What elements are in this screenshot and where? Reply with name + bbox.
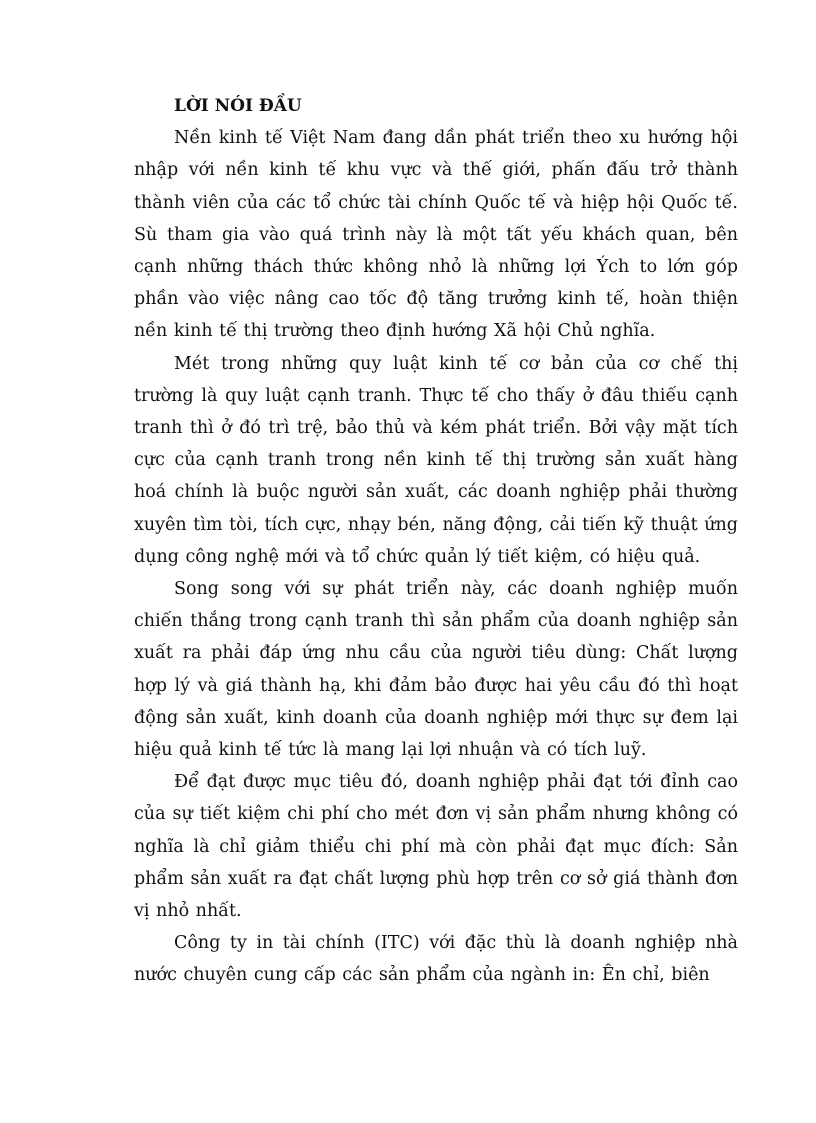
document-heading: LỜI NÓI ĐẦU [174,96,302,116]
paragraph-1: Nền kinh tế Việt Nam đang dần phát triển theo xu hướng hội nhập với nền kinh tế khu vực và thế giới, phấn đấu trở thành thành viên của các tổ chức tài chính Quốc tế và hiệp hội Quốc tế. Sù tham gia vào quá trình này là một tất yếu khách quan, bên cạnh những thách thức không nhỏ là những lợi Ých to lớn góp phần vào việc nâng cao tốc độ tăng trưởng kinh tế, hoàn thiện nền kinh tế thị trường theo định hướng Xã hội Chủ nghĩa. [134,128,738,342]
document-body [134,90,738,992]
paragraph-4: Để đạt được mục tiêu đó, doanh nghiệp phải đạt tới đỉnh cao của sự tiết kiệm chi phí cho mét đơn vị sản phẩm nhưng không có nghĩa là chỉ giảm thiểu chi phí mà còn phải đạt mục đích: Sản phẩm sản xuất ra đạt chất lượng phù hợp trên cơ sở giá thành đơn vị nhỏ nhất. [134,772,738,922]
paragraph-3: Song song với sự phát triển này, các doanh nghiệp muốn chiến thắng trong cạnh tranh thì sản phẩm của doanh nghiệp sản xuất ra phải đáp ứng nhu cầu của người tiêu dùng: Chất lượng hợp lý và giá thành hạ, khi đảm bảo được hai yêu cầu đó thì hoạt động sản xuất, kinh doanh của doanh nghiệp mới thực sự đem lại hiệu quả kinh tế tức là mang lại lợi nhuận và có tích luỹ. [134,579,738,761]
paragraph-5: Công ty in tài chính (ITC) với đặc thù là doanh nghiệp nhà nước chuyên cung cấp các sản phẩm của ngành in: Ên chỉ, biên [134,933,738,986]
paragraph-2: Mét trong những quy luật kinh tế cơ bản của cơ chế thị trường là quy luật cạnh tranh. Thực tế cho thấy ở đâu thiếu cạnh tranh thì ở đó trì trệ, bảo thủ và kém phát triển. Bởi vậy mặt tích cực của cạnh tranh trong nền kinh tế thị trường sản xuất hàng hoá chính là buộc người sản xuất, các doanh nghiệp phải thường xuyên tìm tòi, tích cực, nhạy bén, năng động, cải tiến kỹ thuật ứng dụng công nghệ mới và tổ chức quản lý tiết kiệm, có hiệu quả. [134,353,738,567]
